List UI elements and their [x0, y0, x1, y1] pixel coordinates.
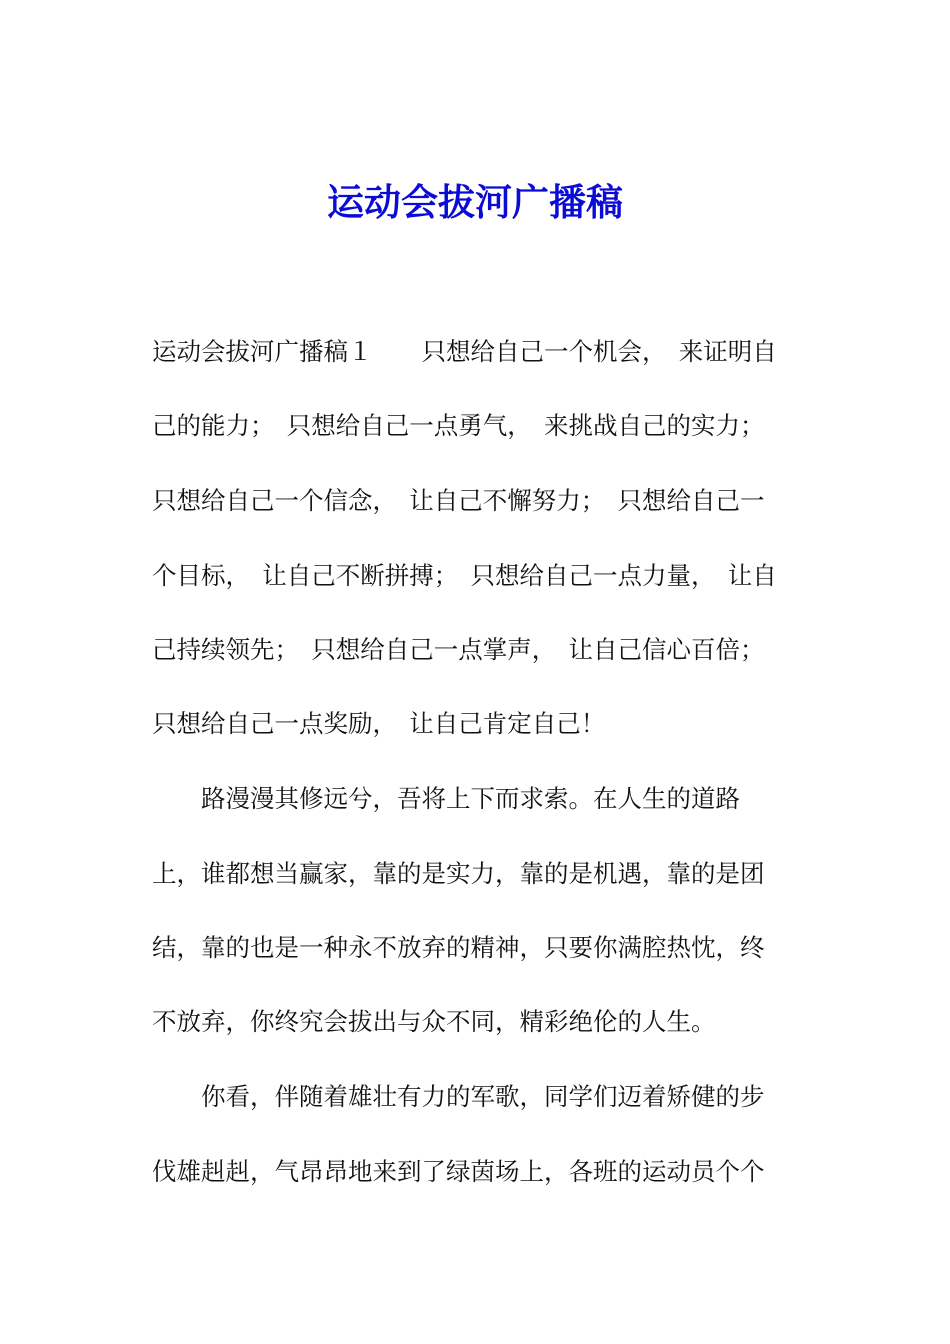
body-line-1: 运动会拔河广播稿１ 只想给自己一个机会， 来证明自: [152, 337, 777, 366]
body-line-9: 结，靠的也是一种永不放弃的精神，只要你满腔热忱，终: [152, 933, 765, 962]
body-line-7: 路漫漫其修远兮，吾将上下而求索。在人生的道路: [152, 784, 740, 813]
body-line-12: 伐雄赳赳，气昂昂地来到了绿茵场上，各班的运动员个个: [152, 1157, 765, 1186]
body-line-3: 只想给自己一个信念， 让自己不懈努力； 只想给自己一: [152, 486, 765, 515]
body-line-8: 上，谁都想当赢家，靠的是实力，靠的是机遇，靠的是团: [152, 859, 765, 888]
document-title: 运动会拔河广播稿: [327, 180, 623, 224]
body-line-10: 不放弃，你终究会拔出与众不同，精彩绝伦的人生。: [152, 1007, 716, 1036]
body-line-6: 只想给自己一点奖励， 让自己肯定自己！: [152, 709, 606, 738]
body-line-4: 个目标， 让自己不断拼搏； 只想给自己一点力量， 让自: [152, 561, 777, 590]
body-line-5: 己持续领先； 只想给自己一点掌声， 让自己信心百倍；: [152, 635, 765, 664]
body-line-11: 你看，伴随着雄壮有力的军歌，同学们迈着矫健的步: [152, 1082, 765, 1111]
body-line-2: 己的能力； 只想给自己一点勇气， 来挑战自己的实力；: [152, 411, 765, 440]
